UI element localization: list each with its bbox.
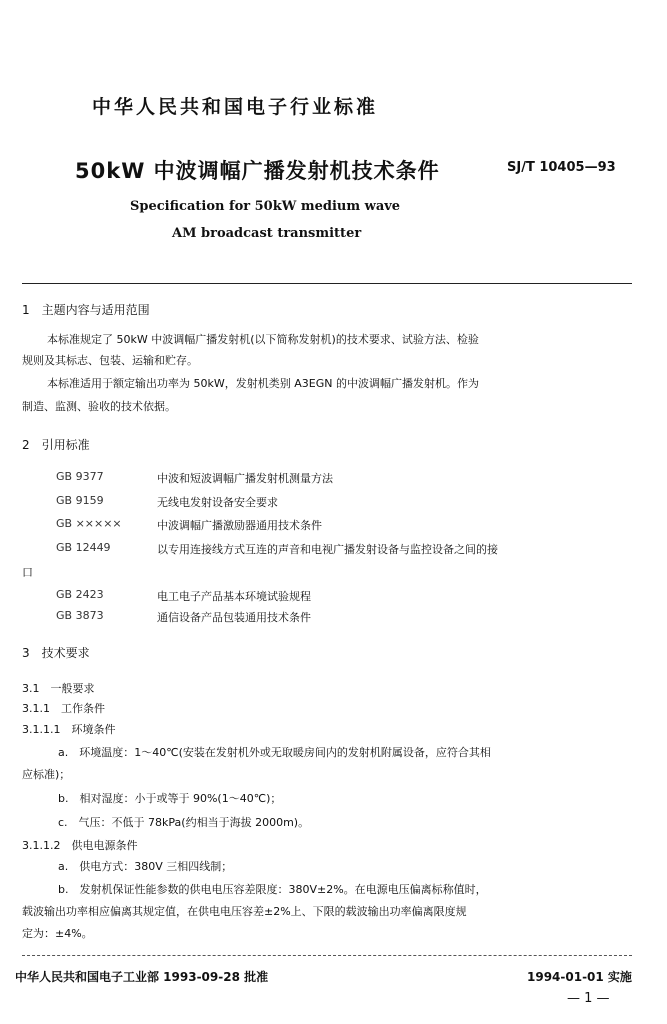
power-item-b-line2: 载波输出功率相应偏离其规定值，在供电电压容差±2%上、下限的载波输出功率偏离限度规	[22, 905, 467, 918]
reference-code: GB 9159	[56, 494, 104, 507]
header-divider	[22, 283, 632, 284]
section-3-heading: 3 技术要求	[22, 646, 90, 660]
clause-3-1-1-2: 3.1.1.2 供电电源条件	[22, 839, 138, 852]
reference-title: 以专用连接线方式互连的声音和电视广播发射设备与监控设备之间的接	[157, 543, 498, 556]
reference-code: GB ×××××	[56, 517, 122, 530]
document-title-chinese: 50kW 中波调幅广播发射机技术条件	[75, 159, 440, 183]
document-title-english-line1: Specification for 50kW medium wave	[130, 199, 401, 214]
reference-title-continuation: 口	[22, 566, 33, 579]
section-2-heading: 2 引用标准	[22, 438, 90, 452]
section-1-para2-line1: 本标准适用于额定输出功率为 50kW，发射机类别 A3EGN 的中波调幅广播发射机。作为	[47, 377, 479, 390]
reference-title: 通信设备产品包装通用技术条件	[157, 611, 311, 624]
power-item-b-line1: b. 发射机保证性能参数的供电电压容差限度：380V±2%。在电源电压偏离标称值时，	[58, 883, 487, 896]
env-item-a-line2: 应标准)；	[22, 768, 71, 781]
power-item-a: a. 供电方式：380V 三相四线制；	[58, 860, 233, 873]
standard-category: 中华人民共和国电子行业标准	[92, 96, 379, 118]
clause-3-1-1-1: 3.1.1.1 环境条件	[22, 723, 116, 736]
reference-code: GB 3873	[56, 609, 104, 622]
reference-title: 中波和短波调幅广播发射机测量方法	[157, 472, 333, 485]
env-item-a-line1: a. 环境温度：1～40℃(安装在发射机外或无取暖房间内的发射机附属设备，应符合其相	[58, 746, 491, 759]
reference-code: GB 9377	[56, 470, 104, 483]
env-item-c: c. 气压：不低于 78kPa(约相当于海拔 2000m)。	[58, 816, 310, 829]
section-1-para2-line2: 制造、监测、验收的技术依据。	[22, 400, 176, 413]
approval-statement: 中华人民共和国电子工业部 1993-09-28 批准	[15, 970, 269, 984]
standard-code: SJ/T 10405—93	[507, 160, 616, 175]
section-1-para1-line2: 规则及其标志、包装、运输和贮存。	[22, 354, 198, 367]
reference-title: 中波调幅广播激励器通用技术条件	[157, 519, 322, 532]
section-1-para1-line1: 本标准规定了 50kW 中波调幅广播发射机(以下简称发射机)的技术要求、试验方法、检验	[47, 333, 479, 346]
env-item-b: b. 相对湿度：小于或等于 90%(1～40℃)；	[58, 792, 282, 805]
clause-3-1-1: 3.1.1 工作条件	[22, 702, 105, 715]
effective-date: 1994-01-01 实施	[527, 970, 632, 984]
footer-divider	[22, 955, 632, 956]
reference-code: GB 2423	[56, 588, 104, 601]
reference-title: 无线电发射设备安全要求	[157, 496, 278, 509]
reference-code: GB 12449	[56, 541, 111, 554]
reference-title: 电工电子产品基本环境试验规程	[157, 590, 311, 603]
page-number: — 1 —	[567, 991, 610, 1006]
section-1-heading: 1 主题内容与适用范围	[22, 303, 150, 317]
power-item-b-line3: 定为：±4%。	[22, 927, 93, 940]
clause-3-1: 3.1 一般要求	[22, 682, 95, 695]
document-title-english-line2: AM broadcast transmitter	[172, 226, 362, 241]
